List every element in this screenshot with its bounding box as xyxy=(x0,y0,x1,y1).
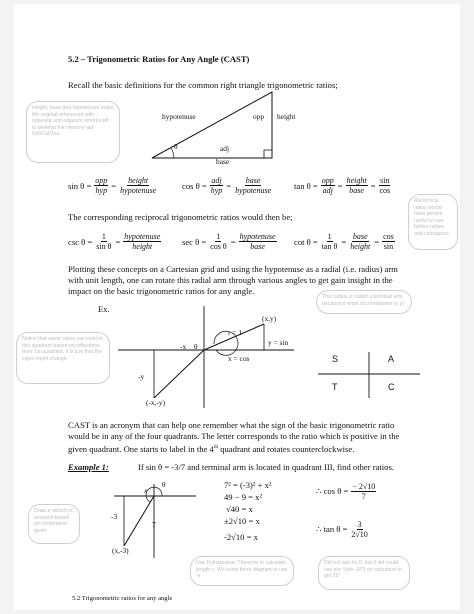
cartesian-para-line-2: with unit length, one can rotate this radial arm through various angles to get gain insight in the xyxy=(68,275,393,285)
document-page xyxy=(14,4,460,610)
cartesian-para-line-1: Plotting these concepts on a Cartesian grid and using the hypotenuse as a radial (i.e. radius) arm xyxy=(68,264,398,274)
sketch-point-label: (x,-3) xyxy=(112,546,129,555)
cast-t: T xyxy=(332,382,338,392)
triangle-opp-label: opp xyxy=(253,112,265,121)
work-line-2: 49 − 9 = x² xyxy=(224,492,263,502)
example-1-label: Example 1: xyxy=(68,462,109,472)
sketch-7-label: 7 xyxy=(152,520,156,529)
note-draw-sketch: Draw a sketch of scenario based on information given xyxy=(28,504,80,544)
terminal-arm-q3 xyxy=(154,350,204,398)
example-1-text: If sin θ = -3/7 and terminal arm is located in quadrant III, find other ratios. xyxy=(138,462,394,472)
work-line-1: 7² = (-3)² + x² xyxy=(224,480,272,490)
diagram-theta-label: θ xyxy=(194,342,198,351)
triangle-shape xyxy=(152,92,272,158)
csc-definition: csc θ = $\frac{1}{\text{sin θ}}$ = $\frac{\text{hypotenuse}}{\text{height}}$ xyxy=(68,232,161,251)
cos-definition: cos θ = $\frac{\text{adj}}{\text{hyp}}$ = $\frac{\text{base}}{\text{hypotenuse}}$ xyxy=(182,176,272,195)
page-footer: 5.2 Trigonometric ratios for any angle xyxy=(72,595,173,602)
diagram-xy-label: (x,y) xyxy=(262,314,277,323)
triangle-theta-label: θ xyxy=(174,142,178,151)
triangle-hypotenuse-label: hypotenuse xyxy=(162,112,196,121)
cast-a: A xyxy=(388,354,395,364)
cartesian-para-line-3: impact on the basic trigonometric ratios for any angle. xyxy=(68,286,255,296)
cast-para-line-3: given quadrant. One starts to label in the 4th quadrant and rotates counterclockwise. xyxy=(68,443,355,454)
triangle-adj-label: adj xyxy=(220,144,230,153)
diagram-negx-label: -x xyxy=(180,342,187,351)
cos-result: ∴ cos θ = $\frac{- 2√10}{7}$ xyxy=(316,482,376,501)
note-pythagorean: Use Pythagorean Theorem to calculate length x. We know there diagram to use -x xyxy=(190,556,294,586)
diagram-negy-label: -y xyxy=(138,372,145,381)
triangle-height-label: height xyxy=(277,112,296,121)
triangle-base-label: base xyxy=(216,157,230,166)
tan-definition: tan θ = $\frac{\text{opp}}{\text{adj}}$ = $\frac{\text{height}}{\text{base}}$ = $\frac{\sin}{\cos}$ xyxy=(294,176,391,195)
cast-para-line-2: would be in any of the four quadrants. The letter corresponds to the ratio which is positive in the xyxy=(68,431,400,441)
diagram-r-label: r = 1 xyxy=(228,328,243,337)
cast-c: C xyxy=(388,382,395,392)
sec-definition: sec θ = $\frac{1}{\text{cos θ}}$ = $\frac{\text{hypotenuse}}{\text{base}}$ xyxy=(182,232,276,251)
cot-definition: cot θ = $\frac{1}{\text{tan θ}}$ = $\frac{\text{base}}{\text{height}}$ = $\frac{\cos}{\sin}$ xyxy=(294,232,394,251)
note-same-ratios: Notice that same ratios can exist in this quadrant based on reflections from 1st quadrant. It is just that the signs might change. xyxy=(16,332,110,384)
work-line-5: -2√10 = x xyxy=(224,532,258,542)
diagram-negxy-label: (-x,-y) xyxy=(146,398,166,407)
note-reciprocal: Reciprocal ratios would have proven useful to use before tables and calculators xyxy=(408,194,458,250)
diagram-ysin-label: y = sin xyxy=(268,338,289,347)
diagram-xcos-label: x = cos xyxy=(228,354,250,363)
right-angle-mark xyxy=(264,150,272,158)
sketch-neg3-label: -3 xyxy=(111,512,118,521)
example-ex-label: Ex. xyxy=(98,304,110,314)
note-terminal-arm: This radius is called a terminal arm because it ends at coordinates (x,y) xyxy=(316,290,412,314)
note-calculator: Did not ask for θ, but if did could use sin⁻¹(sin -3/7) on calculator to get 25° xyxy=(318,556,410,590)
cast-s: S xyxy=(332,354,339,364)
work-line-4: ±2√10 = x xyxy=(224,516,260,526)
reciprocal-intro: The corresponding reciprocal trigonometric ratios would then be; xyxy=(68,212,293,222)
sin-definition: sin θ = $\frac{\text{opp}}{\text{hyp}}$ = $\frac{\text{height}}{\text{hypotenuse}}$ xyxy=(68,176,157,195)
note-height-base: Height, base and hypotenuse make the original references with opposite and adjacent introduced to develop the memory aid SohCahToa xyxy=(26,101,120,163)
sketch-theta-label: θ xyxy=(162,480,166,489)
work-line-3: √40 = x xyxy=(226,504,253,514)
tan-result: ∴ tan θ = $\frac{3}{2√10}$ xyxy=(316,520,368,539)
sketch-x-label: x xyxy=(144,486,148,495)
intro-text: Recall the basic definitions for the common right triangle trigonometric ratios; xyxy=(68,80,338,90)
cast-para-line-1: CAST is an acronym that can help one remember what the sign of the basic trigonometric ratio xyxy=(68,420,395,430)
section-heading: 5.2 – Trigonometric Ratios for Any Angle (CAST) xyxy=(68,54,250,64)
